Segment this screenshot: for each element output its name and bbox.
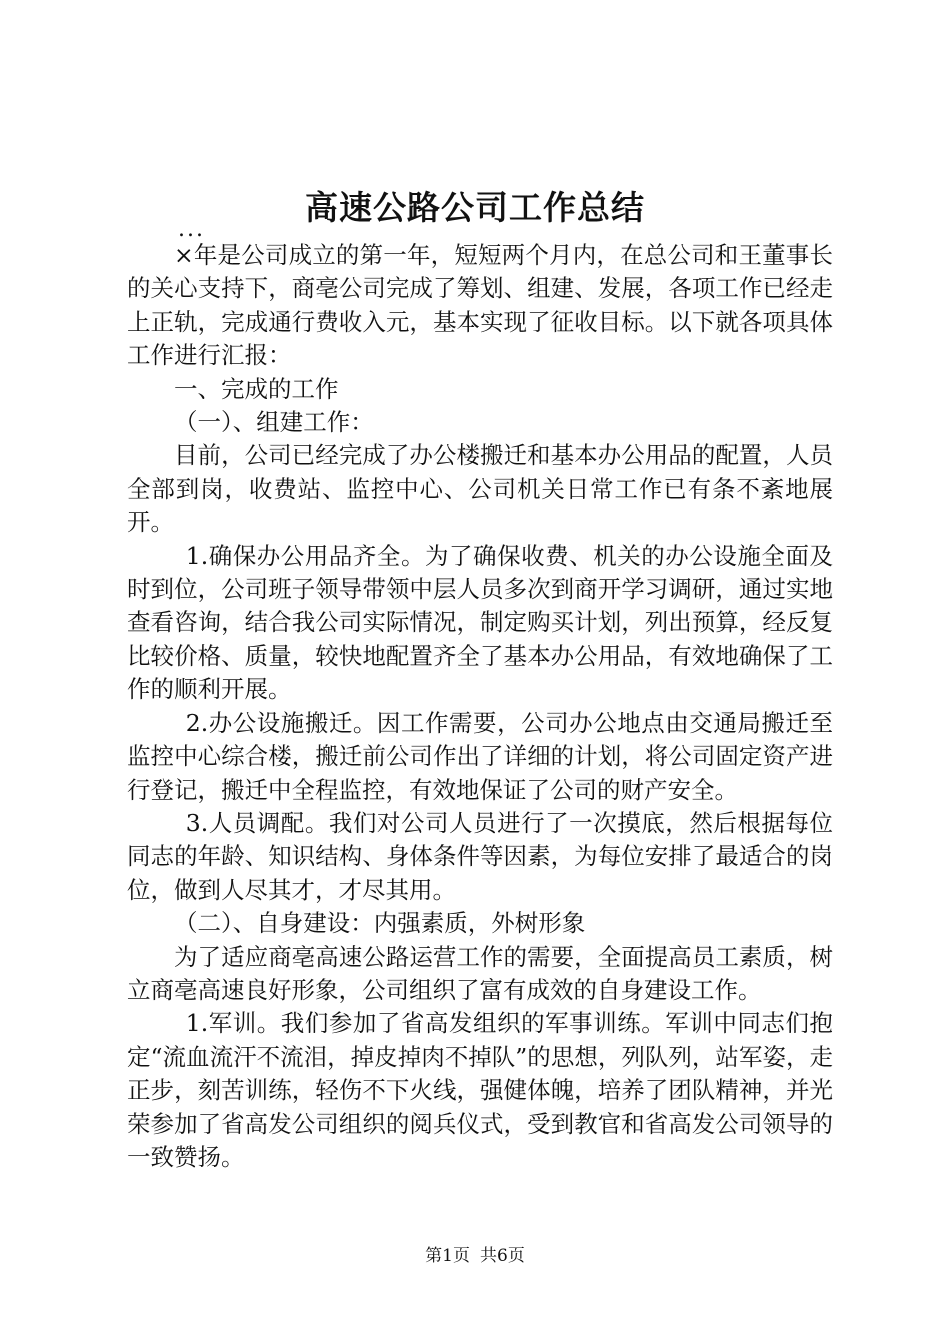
page-footer	[0, 1244, 950, 1268]
page-number: 第1页	[425, 1246, 470, 1266]
item-office-supplies: 1.确保办公用品齐全。为了确保收费、机关的办公设施全面及时到位，公司班子领导带领中层人员多次到商开学习调研，通过实地查看咨询，结合我公司实际情况，制定购买计划，列出预算，经反复比较价格、质量，较快地配置齐全了基本办公用品，有效地确保了工作的顺利开展。	[127, 541, 833, 704]
item-office-relocation: 2.办公设施搬迁。因工作需要，公司办公地点由交通局搬迁至监控中心综合楼，搬迁前公司作出了详细的计划，将公司固定资产进行登记，搬迁中全程监控，有效地保证了公司的财产安全。	[127, 708, 833, 804]
subsection-heading-organization: （一）、组建工作：	[174, 408, 374, 437]
section-heading-completed-work: 一、完成的工作	[174, 374, 339, 403]
item-military-training: 1.军训。我们参加了省高发组织的军事训练。军训中同志们抱定“流血流汗不流泪，掉皮掉肉不掉队”的思想，列队列，站军姿，走正步，刻苦训练，轻伤不下火线，强健体魄，培养了团队精神，并光荣参加了省高发公司组织的阅兵仪式，受到教官和省高发公司领导的一致赞扬。	[127, 1009, 833, 1171]
document-title: 高速公路公司工作总结	[305, 188, 645, 227]
organization-summary-paragraph: 目前，公司已经完成了办公楼搬迁和基本办公用品的配置，人员全部到岗，收费站、监控中心、公司机关日常工作已有条不紊地展开。	[127, 441, 833, 537]
item-staff-allocation: 3.人员调配。我们对公司人员进行了一次摸底，然后根据每位同志的年龄、知识结构、身体条件等因素，为每位安排了最适合的岗位，做到人尽其才，才尽其用。	[127, 808, 833, 904]
ellipsis-marker: ...	[178, 217, 205, 242]
document-body	[127, 239, 833, 1174]
intro-paragraph: ×年是公司成立的第一年，短短两个月内，在总公司和王董事长的关心支持下，商亳公司完成了筹划、组建、发展，各项工作已经走上正轨，完成通行费收入元，基本实现了征收目标。以下就各项具体工作进行汇报：	[127, 241, 833, 370]
self-building-summary-paragraph: 为了适应商亳高速公路运营工作的需要，全面提高员工素质，树立商亳高速良好形象，公司组织了富有成效的自身建设工作。	[127, 942, 833, 1004]
subsection-heading-self-building: （二）、自身建设：内强素质，外树形象	[174, 909, 586, 938]
page-total: 共6页	[480, 1246, 525, 1266]
